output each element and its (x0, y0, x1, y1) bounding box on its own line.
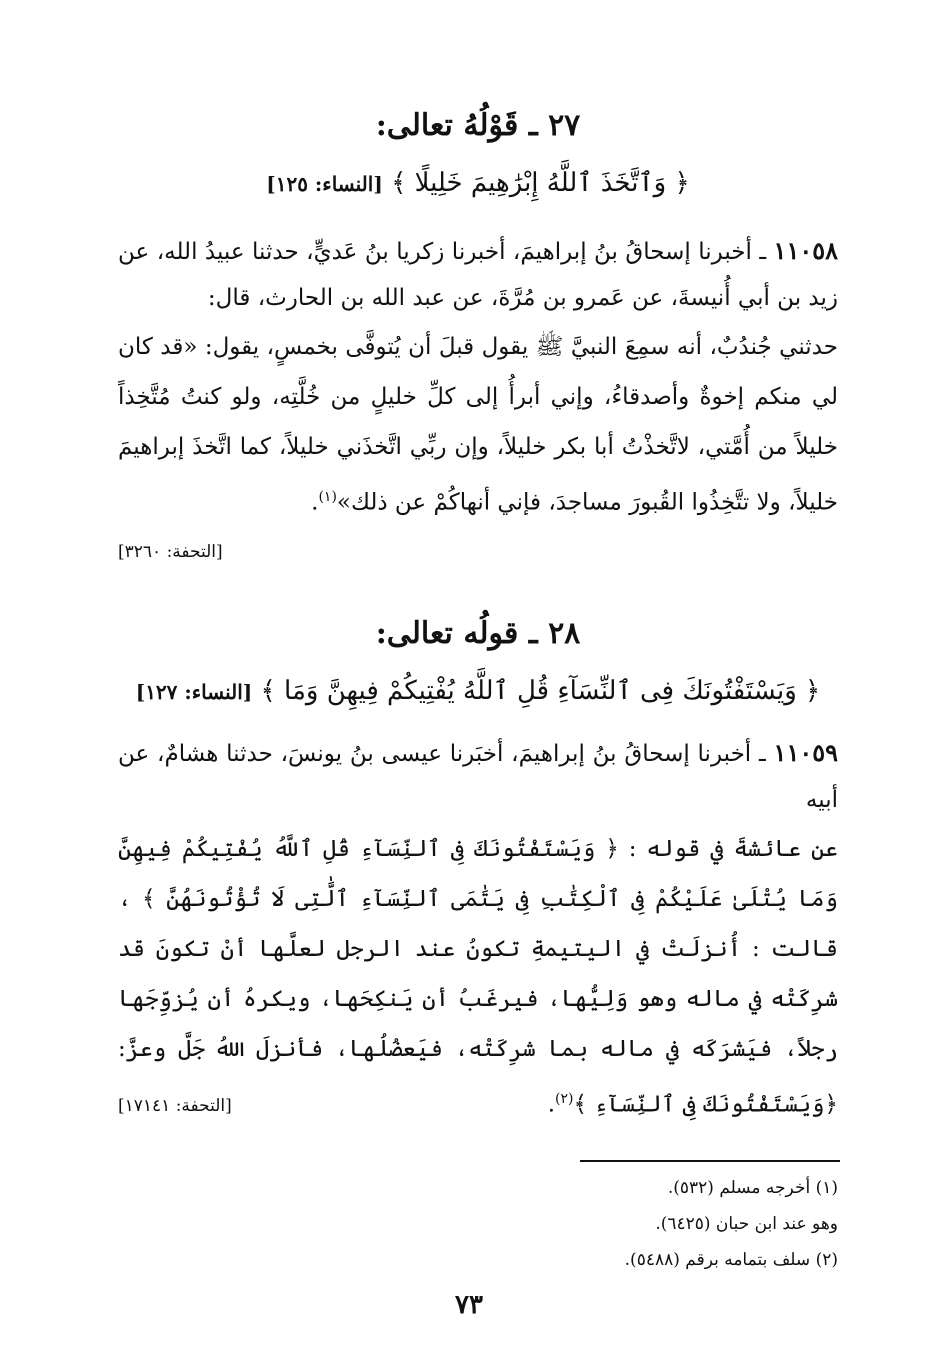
verse-reference: [النساء: ١٢٥] (266, 172, 383, 196)
hadith-11059-tuhfa: [التحفة: ١٧١٤١] (118, 1096, 232, 1116)
footnotes (118, 1170, 838, 1278)
verse-close-bracket: ﴾ (260, 676, 276, 706)
section-27-verse-line (118, 168, 838, 198)
section-28-verse-line (118, 676, 838, 706)
hadith-11059-isnad (118, 730, 838, 823)
isnad-text: ـ أخبرنا إسحاقُ بنُ إبراهيمَ، أخبَرنا عيسى بنُ يونسَ، حدثنا هشامٌ، عن أبيه (118, 741, 838, 813)
verse-open-bracket: ﴿ (674, 168, 690, 198)
verse-text: وَٱتَّخَذَ ٱللَّهُ إِبْرَٰهِيمَ خَلِيلًا (414, 168, 667, 198)
section-28-heading: ٢٨ ـ قولُه تعالى: (375, 616, 581, 651)
isnad-text: ـ أخبرنا إسحاقُ بنُ إبراهيمَ، أخبرنا زكريا بنُ عَديٍّ، حدثنا عبيدُ الله، عن زيد بن أبي أُنيسةَ، عن عَمرو بن مُرَّةَ، عن عبد الله بن الحارث، قال: (118, 239, 838, 311)
matn-end: . (547, 1091, 556, 1118)
footnote-1: (١) أخرجه مسلم (٥٣٢). (667, 1178, 838, 1198)
verse-open-bracket: ﴿ (805, 676, 821, 706)
section-27-heading: ٢٧ ـ قَوْلُهُ تعالى: (375, 108, 581, 143)
hadith-number: ١١٠٥٩ (773, 738, 838, 767)
matn-text: حدثني جُندُبٌ، أنه سمِعَ النبيَّ ﷺ يقول قبلَ أن يُتوفَّى بخمسٍ، يقول: «قد كان لي منكم إخوةٌ وأصدقاءُ، وإني أبرأُ إلى كلِّ خليلٍ من خُلَّتِه، ولو كنتُ مُتَّخِذاً خليلاً من أُمَّتي، لاتَّخذْتُ أبا بكر خليلاً، وإن ربِّي اتَّخذَني خليلاً، كما اتَّخذَ إبراهيمَ خليلاً، ولا تتَّخِذُوا القُبورَ مساجدَ، فإني أنهاكُمْ عن ذلك» (118, 334, 838, 516)
hadith-11058-isnad (118, 228, 838, 321)
hadith-11058-matn: حدثني جُندُبٌ، أنه سمِعَ النبيَّ ﷺ يقول قبلَ أن يُتوفَّى بخمسٍ، يقول: «قد كان لي منكم إخوةٌ وأصدقاءُ، وإني أبرأُ إلى كلِّ خليلٍ من خُلَّتِه، ولو كنتُ مُتَّخِذاً خليلاً من أُمَّتي، لاتَّخذْتُ أبا بكر خليلاً، وإن ربِّي اتَّخذَني خليلاً، كما اتَّخذَ إبراهيمَ خليلاً، ولا تتَّخِذُوا القُبورَ مساجدَ، فإني أنهاكُمْ عن ذلك»$^{(١)}$. (118, 334, 838, 516)
page-number: ٧٣ (455, 1290, 483, 1320)
hadith-11059-matn (118, 824, 838, 1130)
footnote-separator (580, 1160, 840, 1162)
footnote-2: (٢) سلف بتمامه برقم (٥٤٨٨). (624, 1250, 838, 1270)
verse-close-bracket: ﴾ (391, 168, 407, 198)
hadith-number: ١١٠٥٨ (773, 236, 838, 265)
verse-text: وَيَسْتَفْتُونَكَ فِى ٱلنِّسَآءِ قُلِ ٱللَّهُ يُفْتِيكُمْ فِيهِنَّ وَمَا (284, 676, 797, 706)
verse-reference: [النساء: ١٢٧] (135, 680, 253, 704)
footnote-1-continuation: وهو عند ابن حبان (٦٤٢٥). (655, 1214, 838, 1234)
matn-text: عن عائشةَ في قوله : ﴿ وَيَسْتَفْتُونَكَ فِى ٱلنِّسَآءِ قُلِ ٱللَّهُ يُفْتِيكُمْ فِيهِنَّ وَمَا يُتْلَىٰ عَلَيْكُمْ فِى ٱلْكِتَٰبِ فِى يَتَٰمَى ٱلنِّسَآءِ ٱلَّٰتِى لَا تُؤْتُونَهُنَّ ﴾ ، قالت : أُنزلَتْ في اليتيمةِ تكونُ عند الرجل لعلَّها أنْ تكونَ قد شرِكَتْه في ماله وهو وَلِيُّها، فيرغَبُ أن يَنكِحَها، ويكرهُ أن يُزوِّجَها رجلاً، فيَشرَكَه في ماله بما شرِكَتْه، فيَعضُلُها، فأنزلَ اللهُ جَلَّ وعزَّ: ﴿وَيَسْتَفْتُونَكَ فِى ٱلنِّسَآءِ ﴾ (118, 836, 838, 1118)
hadith-11058-tuhfa: [التحفة: ٣٢٦٠] (118, 542, 223, 562)
footnote-marker: (٢) (555, 1091, 574, 1107)
footnote-marker: (١) (318, 489, 337, 505)
